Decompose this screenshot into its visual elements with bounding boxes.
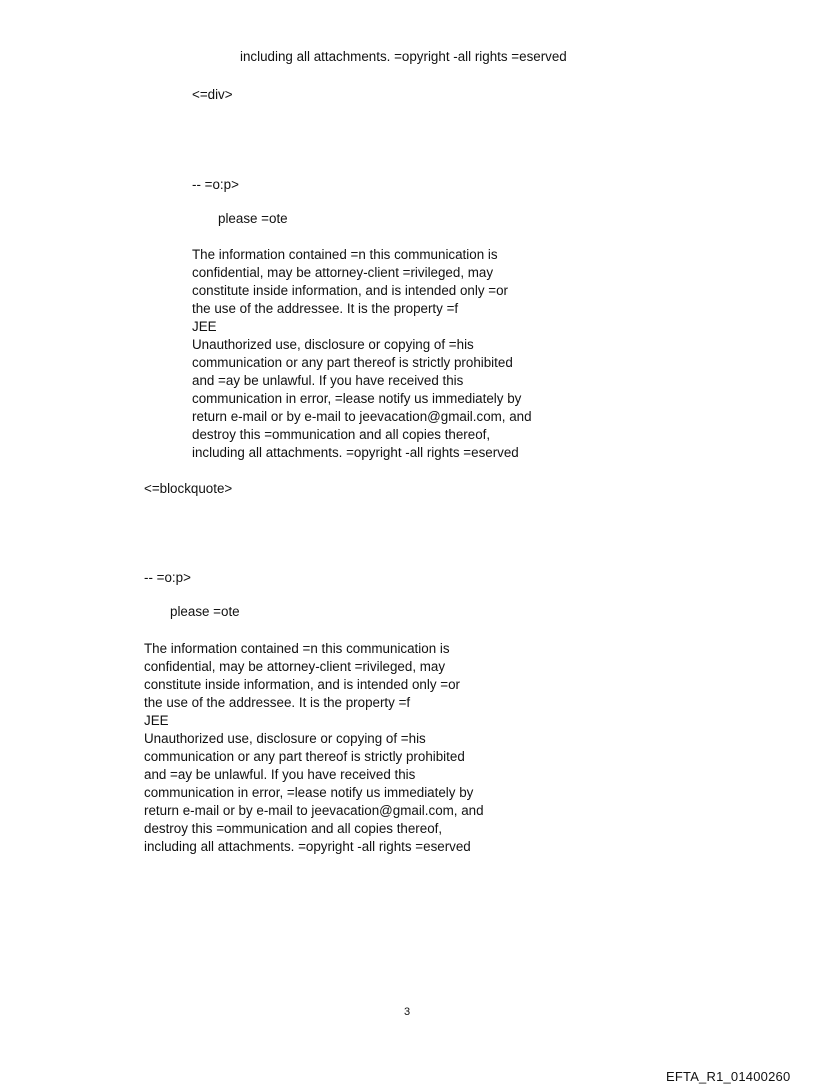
notice-1-line: communication in error, =lease notify us immediately by (192, 391, 522, 406)
notice-1-line: the use of the addressee. It is the property =f (192, 301, 459, 316)
document-id: EFTA_R1_01400260 (666, 1069, 791, 1084)
top-line: including all attachments. =opyright -all rights =eserved (240, 49, 567, 64)
div-tag-text: <=div> (192, 87, 233, 102)
notice-2-line: communication in error, =lease notify us immediately by (144, 785, 474, 800)
page-number: 3 (404, 1006, 411, 1018)
notice-1-line: and =ay be unlawful. If you have received this (192, 373, 464, 388)
notice-2-line: JEE (144, 713, 169, 728)
notice-2-line: constitute inside information, and is intended only =or (144, 677, 460, 692)
separator-1: -- =o:p> (192, 177, 239, 192)
please-note-1: please =ote (218, 211, 288, 226)
notice-1-line: confidential, may be attorney-client =rivileged, may (192, 265, 494, 280)
notice-2-line: confidential, may be attorney-client =rivileged, may (144, 659, 446, 674)
blockquote-tag-text: <=blockquote> (144, 481, 233, 496)
notice-2-line: including all attachments. =opyright -all rights =eserved (144, 839, 471, 854)
notice-2-line: return e-mail or by e-mail to jeevacation@gmail.com, and (144, 803, 484, 818)
confidentiality-notice-1 (192, 246, 532, 462)
please-note-2: please =ote (170, 604, 240, 619)
notice-2-line: communication or any part thereof is strictly prohibited (144, 749, 465, 764)
notice-1-line: communication or any part thereof is strictly prohibited (192, 355, 513, 370)
separator-2: -- =o:p> (144, 570, 191, 585)
confidentiality-notice-2 (144, 640, 484, 856)
notice-2-line: The information contained =n this communication is (144, 641, 450, 656)
notice-2-line: destroy this =ommunication and all copies thereof, (144, 821, 443, 836)
notice-1-line: destroy this =ommunication and all copies thereof, (192, 427, 491, 442)
notice-1-line: including all attachments. =opyright -all rights =eserved (192, 445, 519, 460)
notice-1-line: Unauthorized use, disclosure or copying of =his (192, 337, 474, 352)
notice-2-line: Unauthorized use, disclosure or copying of =his (144, 731, 426, 746)
notice-1-line: The information contained =n this communication is (192, 247, 498, 262)
notice-1-line: JEE (192, 319, 217, 334)
notice-1-line: constitute inside information, and is intended only =or (192, 283, 508, 298)
notice-2-line: the use of the addressee. It is the property =f (144, 695, 411, 710)
notice-2-line: and =ay be unlawful. If you have received this (144, 767, 416, 782)
notice-1-line: return e-mail or by e-mail to jeevacation@gmail.com, and (192, 409, 532, 424)
